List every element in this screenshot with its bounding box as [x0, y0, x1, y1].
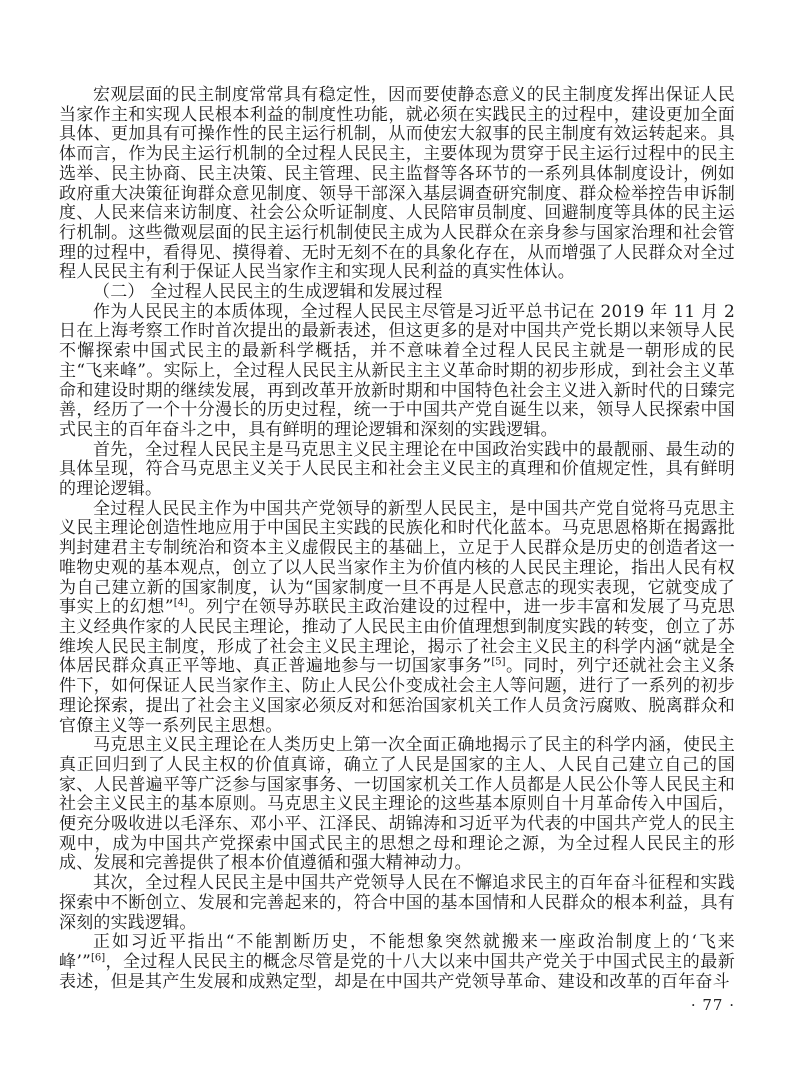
text-run: 首先，全过程人民民主是马克思主义民主理论在中国政治实践中的最靓丽、最生动的具体呈现，符合马克思主义关于人民民主和社会主义民主的真理和价值规定性，具有鲜明的理论逻辑。 — [59, 439, 735, 500]
text-run: 。列宁在领导苏联民主政治建设的过程中，进一步丰富和发展了马克思主义经典作家的人民民主理论，推动了人民民主由价值理想到制度实践的转变，创立了苏维埃人民民主制度，形成了社会主义民主理论，揭示了社会主义民主的科学内涵“就是全体居民群众真正平等地、真正普遍地参与一切国家事务” — [59, 597, 736, 677]
paragraph — [59, 303, 735, 441]
footnote-ref: [5] — [491, 656, 506, 668]
footnote-ref: [4] — [173, 597, 188, 609]
text-run: 作为人民民主的本质体现，全过程人民民主尽管是习近平总书记在 2019 年 11 月 2 日在上海考察工作时首次提出的最新表述，但这更多的是对中国共产党长期以来领导人民不懈探索中国式民主的最新科学概括，并不意味着全过程人民民主就是一朝形成的民主“飞来峰”。实际上，全过程人民民主从新民主主义革命时期的初步形成，到社会主义革命和建设时期的继续发展，再到改革开放新时期和中国特色社会主义进入新时代的日臻完善，经历了一个十分漫长的历史过程，统一于中国共产党自诞生以来，领导人民探索中国式民主的百年奋斗之中，具有鲜明的理论逻辑和深刻的实践逻辑。 — [59, 301, 735, 440]
paragraph — [59, 500, 735, 736]
text-run: 正如习近平指出“不能割断历史，不能想象突然就搬来一座政治制度上的‘飞来峰’” — [59, 932, 735, 972]
text-run: 宏观层面的民主制度常常具有稳定性，因而要使静态意义的民主制度发挥出保证人民当家作主和实现人民根本利益的制度性功能，就必须在实践民主的过程中，建设更加全面具体、更加具有可操作性的民主运行机制，从而使宏大叙事的民主制度有效运转起来。具体而言，作为民主运行机制的全过程人民民主，主要体现为贯穿于民主运行过程中的民主选举、民主协商、民主决策、民主管理、民主监督等各环节的一系列具体制度设计，例如政府重大决策征询群众意见制度、领导干部深入基层调查研究制度、群众检举控告申诉制度、人民来信来访制度、社会公众听证制度、人民陪审员制度、回避制度等具体的民主运行机制。这些微观层面的民主运行机制使民主成为人民群众在亲身参与国家治理和社会管理的过程中，看得见、摸得着、无时无刻不在的具象化存在，从而增强了人民群众对全过程人民民主有利于保证人民当家作主和实现人民利益的真实性体认。 — [59, 85, 735, 283]
text-run: 其次，全过程人民民主是中国共产党领导人民在不懈追求民主的百年奋斗征程和实践探索中不断创立、发展和完善起来的，符合中国的基本国情和人民群众的根本利益，具有深刻的实践逻辑。 — [59, 873, 735, 933]
page-number: · 77 · — [690, 996, 735, 1014]
text-run: （二） 全过程人民民主的生成逻辑和发展过程 — [93, 282, 443, 303]
paragraph — [59, 933, 735, 992]
article-body — [59, 86, 735, 992]
section-heading — [59, 283, 735, 303]
text-run: 全过程人民民主作为中国共产党领导的新型人民民主，是中国共产党自觉将马克思主义民主理论创造性地应用于中国民主实践的民族化和时代化蓝本。马克思恩格斯在揭露批判封建君主专制统治和资本主义虚假民主的基础上，立足于人民群众是历史的创造者这一唯物史观的基本观点，创立了以人民当家作主为价值内核的人民民主理论，指出人民有权为自己建立新的国家制度，认为“国家制度一旦不再是人民意志的现实表现，它就变成了事实上的幻想” — [59, 498, 735, 618]
text-run: 马克思主义民主理论在人类历史上第一次全面正确地揭示了民主的科学内涵，使民主真正回归到了人民主权的价值真谛，确立了人民是国家的主人、人民自己建立自己的国家、人民普遍平等广泛参与国家事务、一切国家机关工作人员都是人民公仆等人民民主和社会主义民主的基本原则。马克思主义民主理论的这些基本原则自十月革命传入中国后，便充分吸收进以毛泽东、邓小平、江泽民、胡锦涛和习近平为代表的中国共产党人的民主观中，成为中国共产党探索中国式民主的思想之母和理论之源，为全过程人民民主的形成、发展和完善提供了根本价值遵循和强大精神动力。 — [59, 735, 735, 874]
paragraph — [59, 736, 735, 874]
paragraph — [59, 874, 735, 933]
paragraph — [59, 86, 735, 283]
text-run: 。同时，列宁还就社会主义条件下，如何保证人民当家作主、防止人民公仆变成社会主人等问题，进行了一系列的初步理论探索，提出了社会主义国家必须反对和惩治国家机关工作人员贪污腐败、脱离群众和官僚主义等一系列民主思想。 — [59, 656, 735, 736]
footnote-ref: [6] — [91, 952, 106, 964]
paragraph — [59, 441, 735, 500]
text-run: ，全过程人民民主的概念尽管是党的十八大以来中国共产党关于中国式民主的最新表述，但是其产生发展和成熟定型，却是在中国共产党领导革命、建设和改革的百年奋斗 — [59, 951, 735, 992]
